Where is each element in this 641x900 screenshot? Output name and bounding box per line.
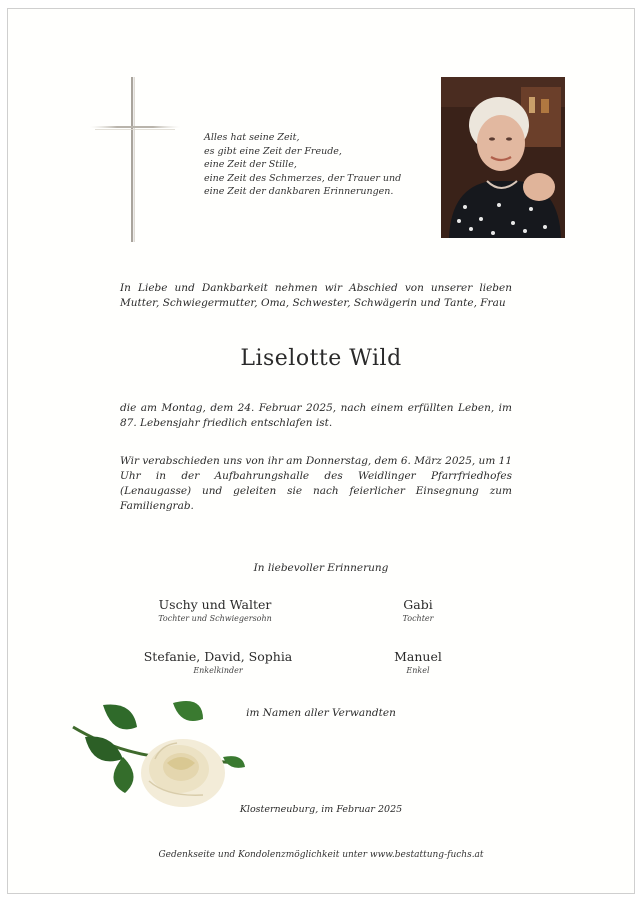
cross-icon xyxy=(90,77,180,242)
footer-link-text: Gedenkseite und Kondolenzmöglichkeit unter www.bestattung-fuchs.at xyxy=(158,850,484,860)
family-names: Uschy und Walter xyxy=(158,597,272,612)
verse xyxy=(204,131,434,199)
intro-text: In Liebe und Dankbarkeit nehmen wir Abschied von unserer lieben Mutter, Schwiegermutter, Oma, Schwester, Schwägerin und Tante, Frau xyxy=(120,282,512,309)
family-names: Stefanie, David, Sophia xyxy=(143,649,293,664)
verse-line: eine Zeit der dankbaren Erinnerungen. xyxy=(204,186,394,197)
verse-line: Alles hat seine Zeit, xyxy=(204,132,300,143)
family-relation: Tochter xyxy=(402,614,434,623)
family-entry xyxy=(368,649,468,676)
funeral-info: Wir verabschieden uns von ihr am Donnerstag, dem 6. März 2025, um 11 Uhr in der Aufbahrungshalle des Weidlinger Pfarrfriedhofes (Lenaugasse) und geleiten sie nach feierlicher Einsegnung zum Familiengrab. xyxy=(120,455,512,512)
family-relation: Enkelkinder xyxy=(193,666,243,675)
family-relation: Enkel xyxy=(406,666,430,675)
death-notice: die am Montag, dem 24. Februar 2025, nach einem erfüllten Leben, im 87. Lebensjahr friedlich entschlafen ist. xyxy=(120,402,512,429)
family-entry xyxy=(368,597,468,624)
verse-line: eine Zeit des Schmerzes, der Trauer und xyxy=(204,172,402,184)
verse-line: eine Zeit der Stille, xyxy=(204,159,297,170)
obituary-card xyxy=(7,8,635,894)
family-names: Gabi xyxy=(403,597,433,612)
family-names: Manuel xyxy=(394,649,442,664)
place-date: Klosterneuburg, im Februar 2025 xyxy=(239,804,403,815)
family-entry xyxy=(118,649,318,676)
relatives-line: im Namen aller Verwandten xyxy=(246,707,396,719)
deceased-name: Liselotte Wild xyxy=(240,346,402,371)
family-relation: Tochter und Schwiegersohn xyxy=(158,614,272,623)
memory-line: In liebevoller Erinnerung xyxy=(253,562,389,574)
family-entry xyxy=(130,597,300,624)
verse-line: es gibt eine Zeit der Freude, xyxy=(204,145,342,157)
portrait-photo xyxy=(441,77,565,238)
